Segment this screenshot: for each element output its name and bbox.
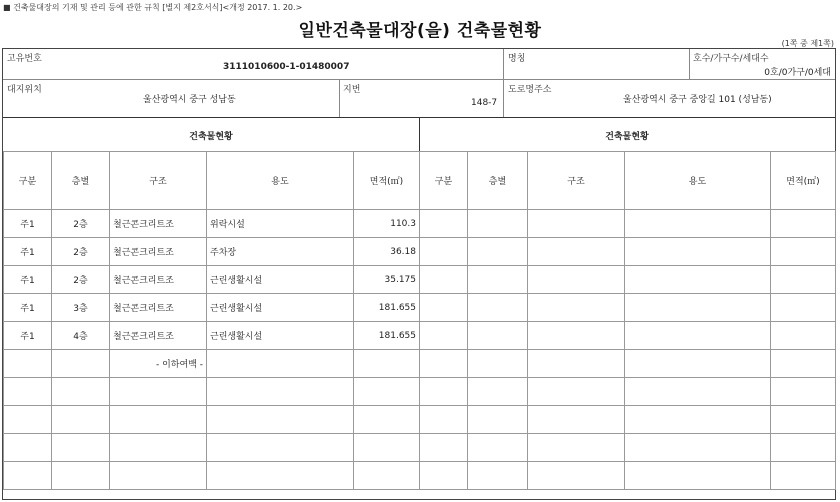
col-use-header: 용도	[207, 152, 354, 210]
table-row	[4, 238, 420, 266]
row-type: 주1	[4, 210, 52, 238]
table-row	[4, 322, 420, 350]
row-structure: 철근콘크리트조	[110, 294, 207, 322]
table-row	[4, 378, 420, 406]
right-section-title: 건축물현황	[605, 132, 649, 142]
col-area-header: 면적(㎡)	[354, 152, 420, 210]
col-type-header: 구분	[4, 152, 52, 210]
col-use-header: 용도	[625, 152, 771, 210]
table-row	[4, 210, 420, 238]
info-row-divider	[3, 79, 835, 80]
row-floor: 2층	[52, 210, 110, 238]
table-row	[4, 462, 420, 490]
row-floor: 3층	[52, 294, 110, 322]
row-area: 36.18	[354, 238, 420, 266]
row-area: 181.655	[354, 294, 420, 322]
lot-label: 지번	[343, 85, 361, 95]
table-row	[4, 434, 420, 462]
info-col-divider-3	[339, 79, 340, 117]
row-floor: 2층	[52, 266, 110, 294]
row-type: 주1	[4, 294, 52, 322]
table-row	[420, 210, 836, 238]
info-col-divider-1	[503, 49, 504, 117]
table-header-row	[4, 152, 420, 210]
row-structure: 철근콘크리트조	[110, 210, 207, 238]
units-value: 0호/0가구/0세대	[764, 68, 831, 78]
id-value: 3111010600-1-01480007	[223, 62, 350, 72]
col-floor-header: 층별	[52, 152, 110, 210]
col-floor-header: 층별	[468, 152, 528, 210]
document-title: 일반건축물대장(을) 건축물현황	[298, 21, 542, 41]
row-use	[207, 350, 354, 378]
id-label: 고유번호	[7, 54, 42, 64]
row-use: 근린생활시설	[207, 322, 354, 350]
row-area: 110.3	[354, 210, 420, 238]
road-value: 울산광역시 중구 중앙길 101 (성남동)	[623, 95, 772, 105]
table-row	[4, 406, 420, 434]
row-area: 35.175	[354, 266, 420, 294]
road-label: 도로명주소	[508, 85, 552, 95]
row-use: 근린생활시설	[207, 266, 354, 294]
building-status-table-right	[419, 151, 836, 490]
row-use: 위락시설	[207, 210, 354, 238]
table-row	[420, 434, 836, 462]
units-label: 호수/가구수/세대수	[693, 54, 769, 64]
blank-remainder-marker: - 이하여백 -	[110, 350, 207, 378]
left-section-title: 건축물현황	[189, 132, 233, 142]
row-use: 근린생활시설	[207, 294, 354, 322]
table-row	[420, 294, 836, 322]
info-col-divider-2	[689, 49, 690, 79]
building-status-table-left	[3, 151, 420, 490]
col-area-header: 면적(㎡)	[771, 152, 836, 210]
row-floor	[52, 350, 110, 378]
col-type-header: 구분	[420, 152, 468, 210]
form-regulation-note: ■ 건축물대장의 기재 및 관리 등에 관한 규칙 [별지 제2호서식]<개정 2017. 1. 20.>	[3, 3, 303, 12]
site-label: 대지위치	[7, 85, 42, 95]
table-row	[4, 266, 420, 294]
row-structure: 철근콘크리트조	[110, 238, 207, 266]
row-structure: 철근콘크리트조	[110, 266, 207, 294]
name-label: 명칭	[508, 54, 526, 64]
col-structure-header: 구조	[110, 152, 207, 210]
table-row	[4, 350, 420, 378]
row-structure: 철근콘크리트조	[110, 322, 207, 350]
page-count: (1쪽 중 제1쪽)	[781, 39, 834, 48]
table-row	[420, 406, 836, 434]
table-row	[420, 322, 836, 350]
row-use: 주차장	[207, 238, 354, 266]
lot-value: 148-7	[471, 98, 498, 108]
row-type	[4, 350, 52, 378]
col-structure-header: 구조	[528, 152, 625, 210]
row-floor: 4층	[52, 322, 110, 350]
table-row	[420, 266, 836, 294]
row-type: 주1	[4, 266, 52, 294]
register-form	[2, 48, 836, 500]
row-type: 주1	[4, 238, 52, 266]
table-row	[4, 294, 420, 322]
row-area: 181.655	[354, 322, 420, 350]
table-row	[420, 378, 836, 406]
row-floor: 2층	[52, 238, 110, 266]
row-type: 주1	[4, 322, 52, 350]
site-value: 울산광역시 중구 성남동	[143, 95, 236, 105]
table-row	[420, 238, 836, 266]
table-row	[420, 462, 836, 490]
section-title-divider	[419, 117, 420, 151]
row-area	[354, 350, 420, 378]
table-row	[420, 350, 836, 378]
table-header-row	[420, 152, 836, 210]
